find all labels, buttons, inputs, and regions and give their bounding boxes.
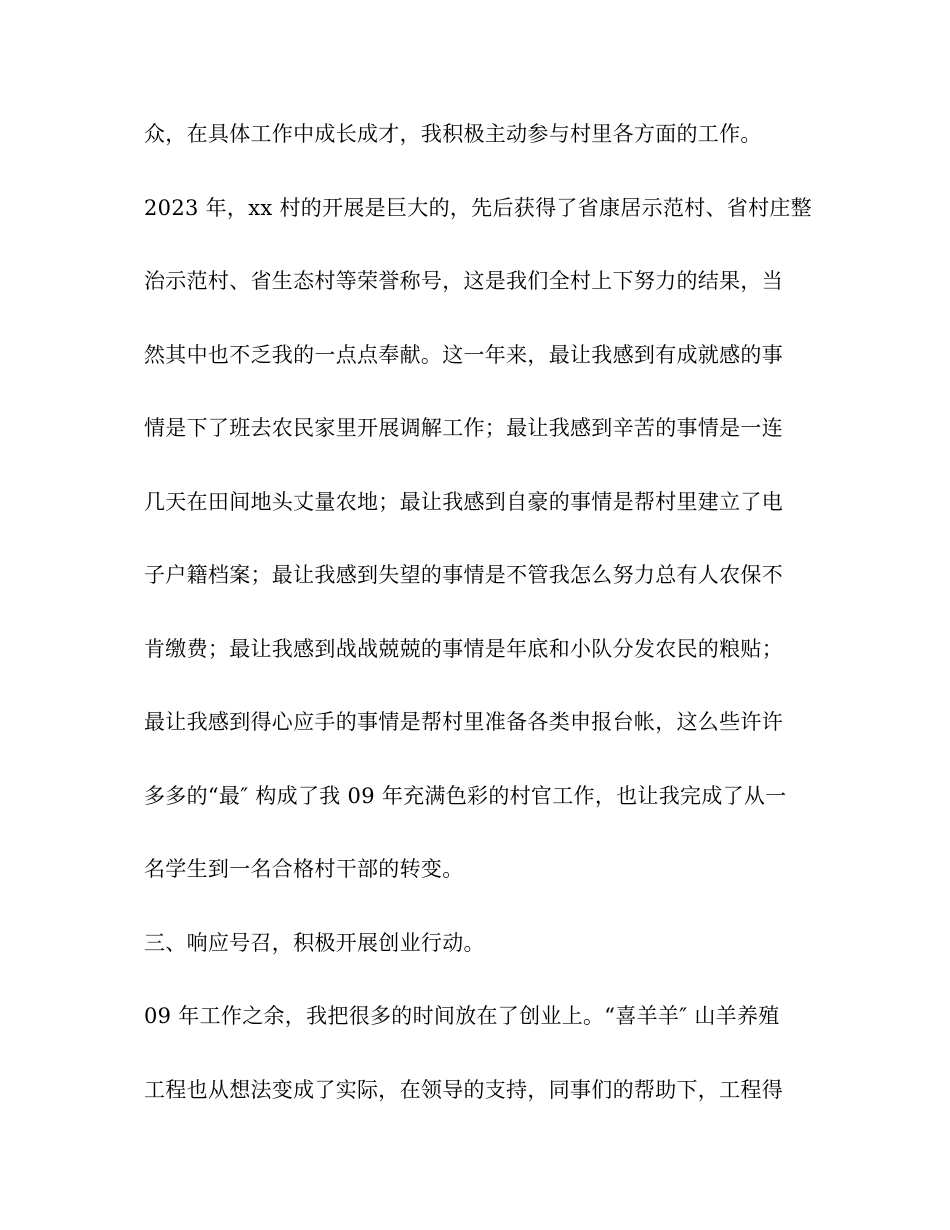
text-line: 09 年工作之余，我把很多的时间放在了创业上。“喜羊羊″ 山羊养殖 [144, 1004, 780, 1028]
body-text [144, 118, 824, 1147]
text-line: 2023 年，xx 村的开展是巨大的，先后获得了省康居示范村、省村庄整 [144, 195, 812, 220]
text-line: 众，在具体工作中成长成才，我积极主动参与村里各方面的工作。 [144, 122, 762, 146]
text-line: 名学生到一名合格村干部的转变。 [144, 857, 464, 881]
text-line: 最让我感到得心应手的事情是帮村里准备各类申报台帐，这么些许许 [144, 710, 783, 734]
text-line: 子户籍档案；最让我感到失望的事情是不管我怎么努力总有人农保不 [144, 563, 783, 587]
text-line: 工程也从想法变成了实际，在领导的支持，同事们的帮助下，工程得 [144, 1077, 783, 1102]
text-line: 治示范村、省生态村等荣誉称号，这是我们全村上下努力的结果，当 [144, 269, 783, 293]
text-line: 几天在田间地头丈量农地；最让我感到自豪的事情是帮村里建立了电 [144, 489, 783, 514]
text-line: 然其中也不乏我的一点点奉献。这一年来，最让我感到有成就感的事 [144, 342, 783, 367]
text-line: 多多的“最″ 构成了我 09 年充满色彩的村官工作，也让我完成了从一 [144, 783, 787, 808]
text-line: 肯缴费；最让我感到战战兢兢的事情是年底和小队分发农民的粮贴； [144, 636, 783, 661]
text-line: 情是下了班去农民家里开展调解工作；最让我感到辛苦的事情是一连 [144, 416, 783, 440]
section-heading: 三、响应号召，积极开展创业行动。 [144, 930, 485, 955]
